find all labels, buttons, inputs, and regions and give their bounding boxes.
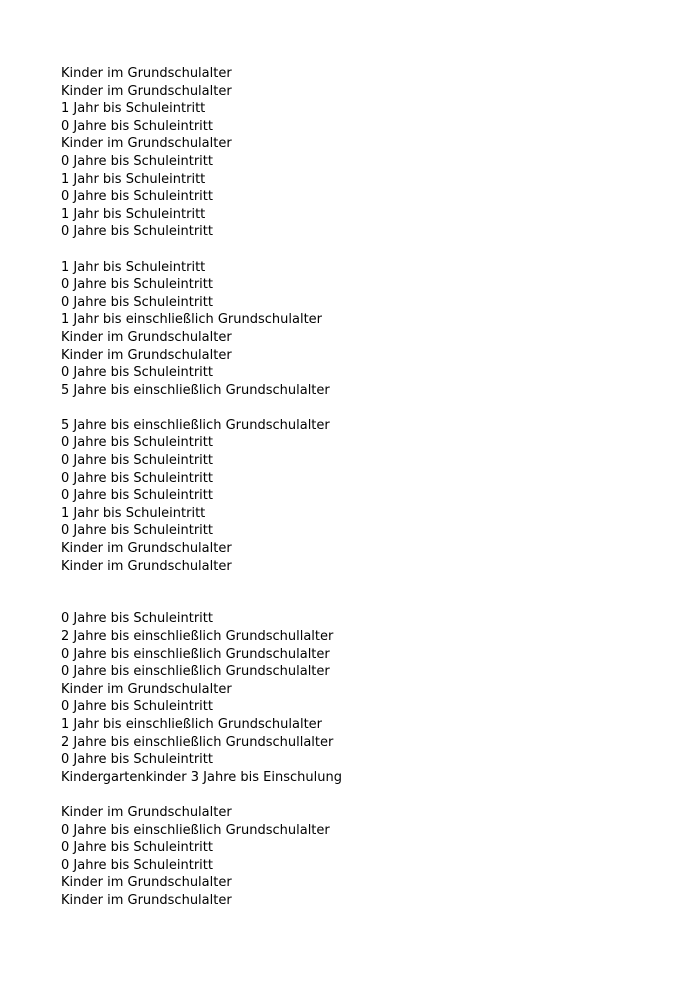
text-line: 0 Jahre bis Schuleintritt <box>61 523 213 539</box>
text-group-3 <box>61 417 342 575</box>
text-line: Kinder im Grundschulalter <box>61 892 232 908</box>
text-line: 0 Jahre bis Schuleintritt <box>61 470 213 486</box>
text-group-2 <box>61 259 342 400</box>
text-line: 0 Jahre bis Schuleintritt <box>61 453 213 469</box>
text-line: 0 Jahre bis einschließlich Grundschulalter <box>61 646 330 662</box>
text-line: Kinder im Grundschulalter <box>61 541 232 557</box>
text-line: 1 Jahr bis Schuleintritt <box>61 505 206 521</box>
text-line: 0 Jahre bis Schuleintritt <box>61 153 213 169</box>
text-line: 1 Jahr bis Schuleintritt <box>61 171 206 187</box>
text-line: 1 Jahr bis Schuleintritt <box>61 259 206 275</box>
text-line: Kinder im Grundschulalter <box>61 66 232 81</box>
text-line: Kinder im Grundschulalter <box>61 136 232 152</box>
paragraph-spacer <box>61 399 342 417</box>
text-line: Kinder im Grundschulalter <box>61 83 232 99</box>
text-group-5 <box>61 804 342 910</box>
text-line: 0 Jahre bis einschließlich Grundschulalter <box>61 822 330 838</box>
text-line: 5 Jahre bis einschließlich Grundschulalter <box>61 417 330 433</box>
text-line: 0 Jahre bis Schuleintritt <box>61 752 213 768</box>
text-line: 0 Jahre bis Schuleintritt <box>61 488 213 504</box>
text-line: Kinder im Grundschulalter <box>61 558 232 574</box>
text-line: 1 Jahr bis Schuleintritt <box>61 206 206 222</box>
text-line: 1 Jahr bis einschließlich Grundschulalter <box>61 312 323 328</box>
text-line: Kinder im Grundschulalter <box>61 347 232 363</box>
text-line: 2 Jahre bis einschließlich Grundschullalter <box>61 734 334 750</box>
text-line: 2 Jahre bis einschließlich Grundschullalter <box>61 629 334 644</box>
paragraph-spacer <box>61 241 342 259</box>
text-line: 0 Jahre bis Schuleintritt <box>61 277 213 293</box>
paragraph-spacer <box>61 786 342 804</box>
text-group-1 <box>61 65 342 241</box>
text-line: 0 Jahre bis Schuleintritt <box>61 699 213 715</box>
text-line: 0 Jahre bis Schuleintritt <box>61 840 213 856</box>
text-line: 1 Jahr bis Schuleintritt <box>61 101 206 117</box>
text-line: Kinder im Grundschulalter <box>61 804 232 820</box>
text-line: 0 Jahre bis Schuleintritt <box>61 189 213 205</box>
text-line: Kinder im Grundschulalter <box>61 681 232 697</box>
text-line: 0 Jahre bis Schuleintritt <box>61 611 213 627</box>
text-line: 0 Jahre bis Schuleintritt <box>61 857 213 873</box>
text-line: 1 Jahr bis einschließlich Grundschulalter <box>61 716 323 732</box>
text-line: 0 Jahre bis Schuleintritt <box>61 365 213 381</box>
text-line: Kinder im Grundschulalter <box>61 329 232 345</box>
text-line: 0 Jahre bis einschließlich Grundschulalter <box>61 664 330 680</box>
text-line: 0 Jahre bis Schuleintritt <box>61 224 213 240</box>
text-line: Kindergartenkinder 3 Jahre bis Einschulung <box>61 769 342 785</box>
text-line: 0 Jahre bis Schuleintritt <box>61 435 213 451</box>
text-line: 5 Jahre bis einschließlich Grundschulalter <box>61 382 330 398</box>
paragraph-spacer <box>61 575 342 610</box>
text-line: 0 Jahre bis Schuleintritt <box>61 294 213 310</box>
text-line: 0 Jahre bis Schuleintritt <box>61 118 213 134</box>
text-body <box>61 65 342 910</box>
text-line: Kinder im Grundschulalter <box>61 875 232 891</box>
text-group-4 <box>61 610 342 786</box>
